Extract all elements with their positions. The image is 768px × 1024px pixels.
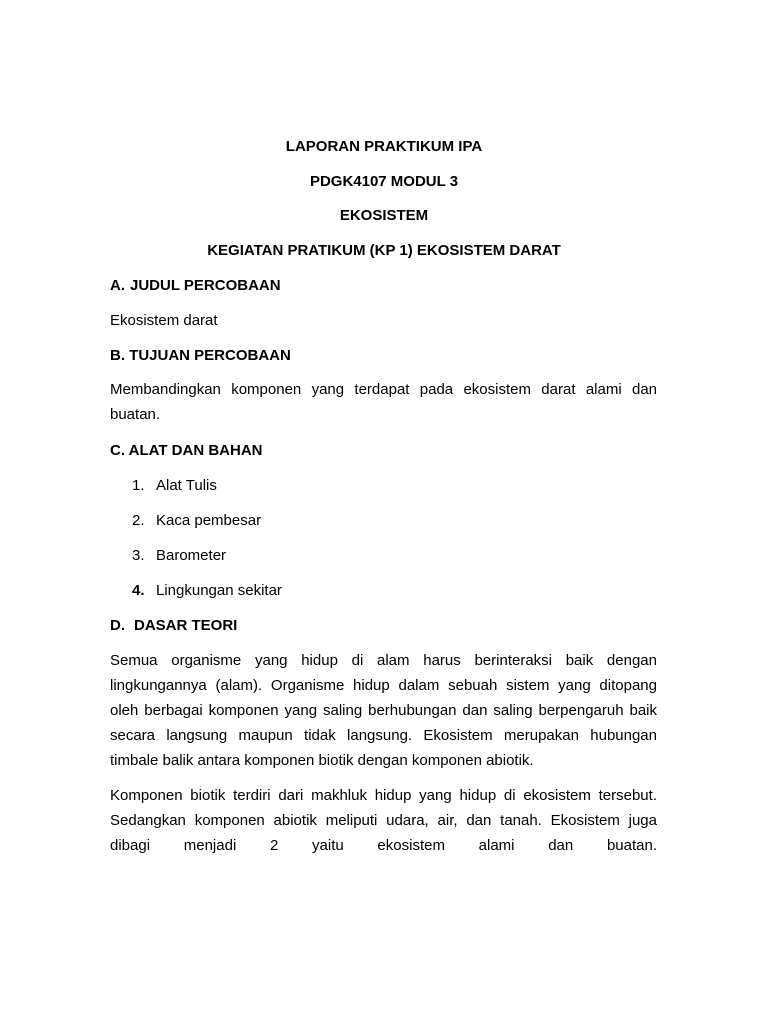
section-a-letter: A. xyxy=(110,277,125,294)
section-b-letter: B. xyxy=(110,347,125,364)
paragraph-line: dibagi menjadi 2 yaitu ekosistem alami dan buatan. xyxy=(110,837,657,854)
list-item-number: 2. xyxy=(132,512,145,529)
section-d-paragraph-1 xyxy=(110,648,657,773)
paragraph-line: lingkungannya (alam). Organisme hidup dalam sebuah sistem yang ditopang xyxy=(110,677,657,694)
list-item xyxy=(132,477,217,494)
activity-title: KEGIATAN PRATIKUM (KP 1) EKOSISTEM DARAT xyxy=(207,242,561,259)
list-item xyxy=(132,512,261,529)
paragraph-line: Sedangkan komponen abiotik meliputi udara, air, dan tanah. Ekosistem juga xyxy=(110,812,657,829)
section-d-letter: D. xyxy=(110,617,125,634)
report-title: LAPORAN PRAKTIKUM IPA xyxy=(285,138,483,155)
section-b-line: Membandingkan komponen yang terdapat pada ekosistem darat alami dan xyxy=(110,381,657,398)
paragraph-line: Komponen biotik terdiri dari makhluk hidup yang hidup di ekosistem tersebut. xyxy=(110,787,657,804)
section-a-title: JUDUL PERCOBAAN xyxy=(130,277,281,294)
list-item-number: 4. xyxy=(132,582,145,599)
section-d-title: DASAR TEORI xyxy=(134,617,238,634)
list-item-label: Alat Tulis xyxy=(156,477,217,494)
list-item-label: Kaca pembesar xyxy=(156,512,262,529)
section-b-title: TUJUAN PERCOBAAN xyxy=(129,347,291,364)
paragraph-line: oleh berbagai komponen yang saling berhubungan dan saling berpengaruh baik xyxy=(110,702,657,719)
section-a-heading xyxy=(110,277,281,294)
section-a-body: Ekosistem darat xyxy=(110,312,218,329)
paragraph-line: Semua organisme yang hidup di alam harus berinteraksi baik dengan xyxy=(110,652,657,669)
list-item-number: 1. xyxy=(132,477,145,494)
section-c-heading xyxy=(110,442,263,459)
list-item-label: Lingkungan sekitar xyxy=(156,582,282,599)
paragraph-line: secara langsung maupun tidak langsung. Ekosistem merupakan hubungan xyxy=(110,727,657,744)
section-c-title: ALAT DAN BAHAN xyxy=(128,442,263,459)
section-c-letter: C. xyxy=(110,442,125,459)
section-d-heading xyxy=(110,617,237,634)
list-item xyxy=(132,547,226,564)
list-item-number: 3. xyxy=(132,547,145,564)
module-topic: EKOSISTEM xyxy=(339,207,429,224)
section-b-heading xyxy=(110,347,291,364)
paragraph-line: timbale balik antara komponen biotik dengan komponen abiotik. xyxy=(110,752,534,769)
course-code: PDGK4107 MODUL 3 xyxy=(309,173,459,190)
section-b-line: buatan. xyxy=(110,406,161,423)
list-item xyxy=(132,582,282,599)
section-d-paragraph-2 xyxy=(110,783,657,858)
section-b-body xyxy=(110,377,657,427)
list-item-label: Barometer xyxy=(156,547,227,564)
